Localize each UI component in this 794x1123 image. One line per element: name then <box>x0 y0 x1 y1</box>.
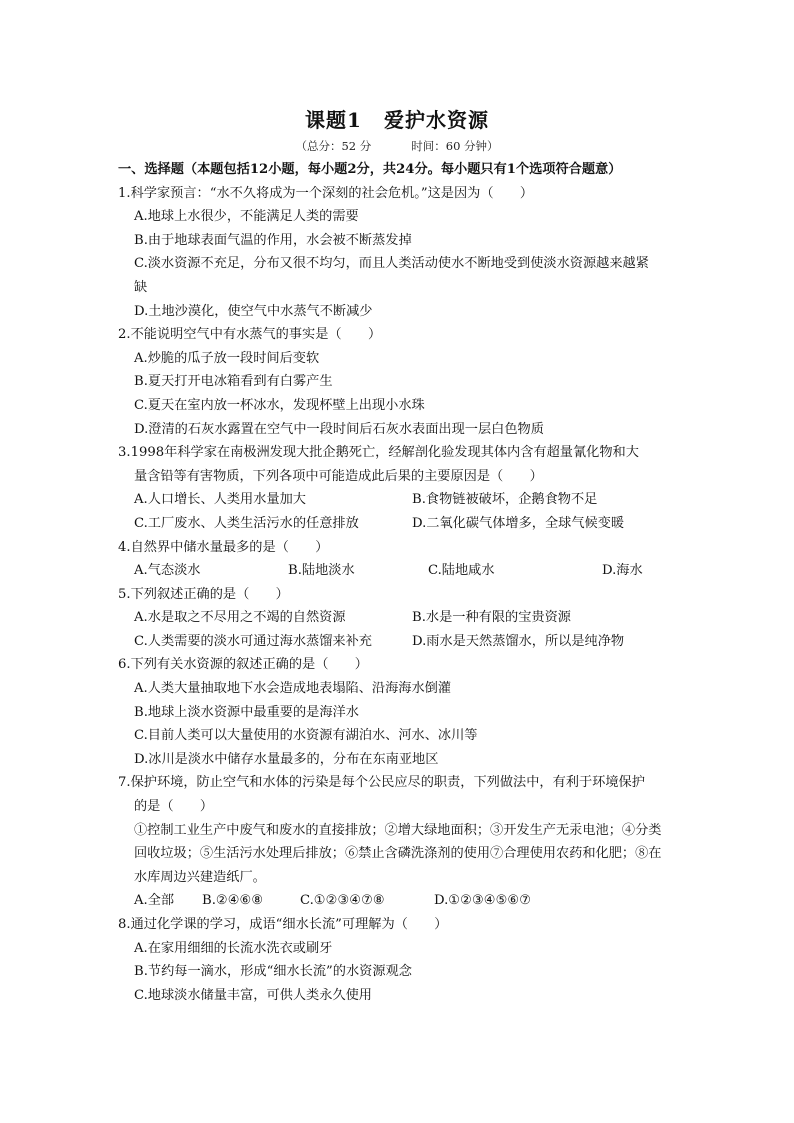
option-a[interactable]: A.地球上水很少，不能满足人类的需要 <box>134 209 359 225</box>
option-d[interactable]: D.二氧化碳气体增多，全球气候变暖 <box>412 515 625 531</box>
question-8 <box>118 913 686 1007</box>
option-b[interactable]: B.地球上淡水资源中最重要的是海洋水 <box>134 704 359 720</box>
total-score: （总分：52 分 <box>295 139 372 153</box>
statement-line: 回收垃圾；⑤生活污水处理后排放；⑥禁止含磷洗涤剂的使用⑦合理使用农药和化肥；⑧在 <box>134 846 662 862</box>
option-d[interactable]: D.土地沙漠化，使空气中水蒸气不断减少 <box>134 303 373 319</box>
question-6 <box>118 653 686 771</box>
option-row <box>118 559 686 583</box>
question-4 <box>118 536 686 583</box>
option-row <box>118 889 686 913</box>
question-stem: 3.1998年科学家在南极洲发现大批企鹅死亡，经解剖化验发现其体内含有超量氰化物和大 <box>118 445 639 461</box>
option-row <box>118 606 686 630</box>
option-c[interactable]: C.①②③④⑦⑧ <box>300 893 385 909</box>
question-stem-continued: 的是（ ） <box>134 799 214 815</box>
option-b[interactable]: B.由于地球表面气温的作用，水会被不断蒸发掉 <box>134 232 412 248</box>
question-5 <box>118 583 686 654</box>
option-c[interactable]: C.夏天在室内放一杯冰水，发现杯壁上出现小水珠 <box>134 397 425 413</box>
option-c[interactable]: C.地球淡水储量丰富，可供人类永久使用 <box>134 987 372 1003</box>
option-b[interactable]: B.食物链被破坏，企鹅食物不足 <box>412 492 598 508</box>
option-a[interactable]: A.人口增长、人类用水量加大 <box>134 492 306 508</box>
option-d[interactable]: D.冰川是淡水中储存水量最多的，分布在东南亚地区 <box>134 751 439 767</box>
option-row <box>118 630 686 654</box>
option-a[interactable]: A.在家用细细的长流水洗衣或刷牙 <box>134 940 333 956</box>
option-c[interactable]: C.淡水资源不充足，分布又很不均匀，而且人类活动使水不断地受到使淡水资源越来越紧 <box>134 256 649 272</box>
option-a[interactable]: A.炒脆的瓜子放一段时间后变软 <box>134 350 320 366</box>
question-stem: 1.科学家预言：“水不久将成为一个深刻的社会危机。”这是因为（ ） <box>118 185 534 201</box>
option-row <box>118 488 686 512</box>
exam-meta <box>0 138 794 154</box>
question-stem: 8.通过化学课的学习，成语“细水长流”可理解为（ ） <box>118 917 448 932</box>
option-b[interactable]: B.陆地淡水 <box>288 563 355 579</box>
title-topic: 爱护水资源 <box>383 108 489 132</box>
option-a[interactable]: A.水是取之不尽用之不竭的自然资源 <box>134 610 346 626</box>
time-limit: 时间：60 分钟） <box>411 139 499 153</box>
option-a[interactable]: A.气态淡水 <box>134 563 201 579</box>
section-heading: 一、选择题（本题包括12小题，每小题2分，共24分。每小题只有1个选项符合题意） <box>118 162 622 177</box>
question-1 <box>118 182 686 324</box>
option-b[interactable]: B.水是一种有限的宝贵资源 <box>412 610 571 626</box>
option-a[interactable]: A.人类大量抽取地下水会造成地表塌陷、沿海海水倒灌 <box>134 681 452 697</box>
option-row <box>118 512 686 536</box>
option-c[interactable]: C.人类需要的淡水可通过海水蒸馏来补充 <box>134 633 372 649</box>
option-c[interactable]: C.工厂废水、人类生活污水的任意排放 <box>134 515 359 531</box>
option-d[interactable]: D.①②③④⑤⑥⑦ <box>434 893 532 909</box>
option-c-continued: 缺 <box>134 279 148 295</box>
option-d[interactable]: D.澄清的石灰水露置在空气中一段时间后石灰水表面出现一层白色物质 <box>134 421 544 437</box>
option-a[interactable]: A.全部 <box>134 893 175 909</box>
question-list <box>118 158 686 1007</box>
question-3 <box>118 441 686 535</box>
statement-line: 水库周边兴建造纸厂。 <box>134 869 266 885</box>
statement-line: ①控制工业生产中废气和废水的直接排放；②增大绿地面积；③开发生产无汞电池；④分类 <box>134 822 662 838</box>
option-d[interactable]: D.海水 <box>602 563 643 579</box>
question-stem: 7.保护环境，防止空气和水体的污染是每个公民应尽的职责，下列做法中，有利于环境保护 <box>118 775 645 791</box>
question-stem: 2.不能说明空气中有水蒸气的事实是（ ） <box>118 327 382 343</box>
option-d[interactable]: D.雨水是天然蒸馏水，所以是纯净物 <box>412 633 625 649</box>
option-c[interactable]: C.目前人类可以大量使用的水资源有湖泊水、河水、冰川等 <box>134 728 478 744</box>
option-b[interactable]: B.夏天打开电冰箱看到有白雾产生 <box>134 374 333 390</box>
question-stem: 5.下列叙述正确的是（ ） <box>118 586 289 602</box>
option-b[interactable]: B.节约每一滴水，形成“细水长流”的水资源观念 <box>134 964 412 980</box>
option-c[interactable]: C.陆地咸水 <box>428 563 495 579</box>
question-stem: 6.下列有关水资源的叙述正确的是（ ） <box>118 657 368 673</box>
question-2 <box>118 323 686 441</box>
question-stem-continued: 量含铅等有害物质，下列各项中可能造成此后果的主要原因是（ ） <box>134 468 543 484</box>
option-b[interactable]: B.②④⑥⑧ <box>202 893 264 909</box>
title-lesson: 课题1 <box>305 108 362 132</box>
question-stem: 4.自然界中储水量最多的是（ ） <box>118 539 329 555</box>
question-7 <box>118 771 686 913</box>
page-title <box>0 104 794 133</box>
